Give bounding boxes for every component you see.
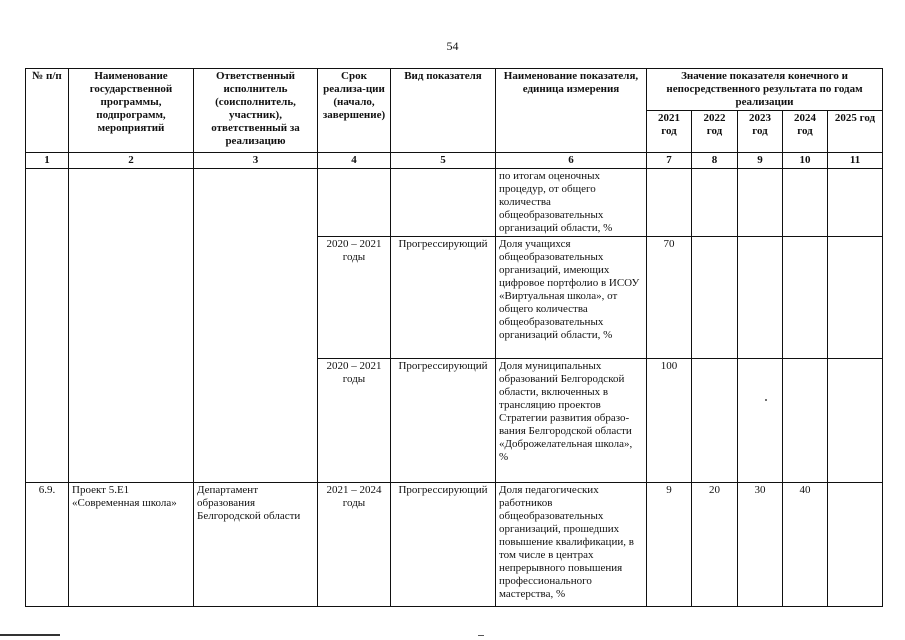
cell-value	[828, 169, 883, 237]
column-number: 3	[194, 153, 318, 169]
table-row	[26, 169, 883, 237]
cell-executor: Департамент образования Белгородской области	[194, 483, 318, 607]
cell-program-name	[69, 169, 194, 483]
indicator-table	[25, 68, 883, 607]
cell-value	[828, 359, 883, 483]
scan-edge-mark	[0, 634, 60, 636]
table-row	[26, 483, 883, 607]
header-year: 2021 год	[647, 111, 692, 153]
cell-value: 40	[783, 483, 828, 607]
header-no: № п/п	[26, 69, 69, 153]
cell-indicator-kind: Прогрессирующий	[391, 237, 496, 359]
cell-value: 9	[647, 483, 692, 607]
cell-value: 20	[692, 483, 738, 607]
cell-period: 2020 – 2021 годы	[318, 237, 391, 359]
cell-indicator-kind: Прогрессирующий	[391, 359, 496, 483]
header-executor: Ответственный исполнитель (соисполнитель, участник), ответственный за реализацию	[194, 69, 318, 153]
cell-value	[692, 169, 738, 237]
cell-executor	[194, 169, 318, 483]
cell-program-name: Проект 5.Е1 «Современная школа»	[69, 483, 194, 607]
cell-value	[828, 483, 883, 607]
header-year: 2023 год	[738, 111, 783, 153]
page-number: 54	[446, 39, 459, 53]
column-number: 2	[69, 153, 194, 169]
cell-indicator-name: Доля муниципальных образований Белгородской области, включенных в трансляцию проектов Стратегии развития образо-вания Белгородской области «Доброжелательная школа», %	[496, 359, 647, 483]
header-year: 2025 год	[828, 111, 883, 153]
column-number: 9	[738, 153, 783, 169]
cell-value: 100	[647, 359, 692, 483]
cell-value	[828, 237, 883, 359]
cell-value	[783, 359, 828, 483]
header-year: 2022 год	[692, 111, 738, 153]
cell-indicator-name: по итогам оценочных процедур, от общего количества общеобразовательных организаций области, %	[496, 169, 647, 237]
column-number-row	[26, 153, 883, 169]
header-year: 2024 год	[783, 111, 828, 153]
header-period: Срок реализа-ции (начало, завершение)	[318, 69, 391, 153]
scan-edge-mark	[478, 635, 484, 636]
header-indicator-name: Наименование показателя, единица измерения	[496, 69, 647, 153]
column-number: 1	[26, 153, 69, 169]
header-values-group: Значение показателя конечного и непосредственного результата по годам реализации	[647, 69, 883, 111]
column-number: 4	[318, 153, 391, 169]
header-indicator-kind: Вид показателя	[391, 69, 496, 153]
column-number: 5	[391, 153, 496, 169]
cell-value	[738, 237, 783, 359]
column-number: 10	[783, 153, 828, 169]
cell-no	[26, 169, 69, 483]
column-number: 8	[692, 153, 738, 169]
cell-value	[738, 359, 783, 483]
scan-speck	[765, 399, 767, 401]
cell-value: 30	[738, 483, 783, 607]
header-program-name: Наименование государственной программы, подпрограмм, мероприятий	[69, 69, 194, 153]
cell-value	[783, 237, 828, 359]
cell-period: 2020 – 2021 годы	[318, 359, 391, 483]
cell-value	[692, 237, 738, 359]
cell-no: 6.9.	[26, 483, 69, 607]
column-number: 11	[828, 153, 883, 169]
cell-indicator-kind: Прогрессирующий	[391, 483, 496, 607]
cell-indicator-name: Доля педагогических работников общеобразовательных организаций, прошедших повышение квалификации, в том числе в центрах непрерывного повышения профессионального мастерства, %	[496, 483, 647, 607]
cell-value: 70	[647, 237, 692, 359]
column-number: 6	[496, 153, 647, 169]
cell-value	[783, 169, 828, 237]
cell-value	[647, 169, 692, 237]
cell-value	[692, 359, 738, 483]
cell-period	[318, 169, 391, 237]
cell-period: 2021 – 2024 годы	[318, 483, 391, 607]
cell-value	[738, 169, 783, 237]
column-number: 7	[647, 153, 692, 169]
cell-indicator-name: Доля учащихся общеобразовательных организаций, имеющих цифровое портфолио в ИСОУ «Виртуальная школа», от общего количества общеобразовательных организаций области, %	[496, 237, 647, 359]
cell-indicator-kind	[391, 169, 496, 237]
